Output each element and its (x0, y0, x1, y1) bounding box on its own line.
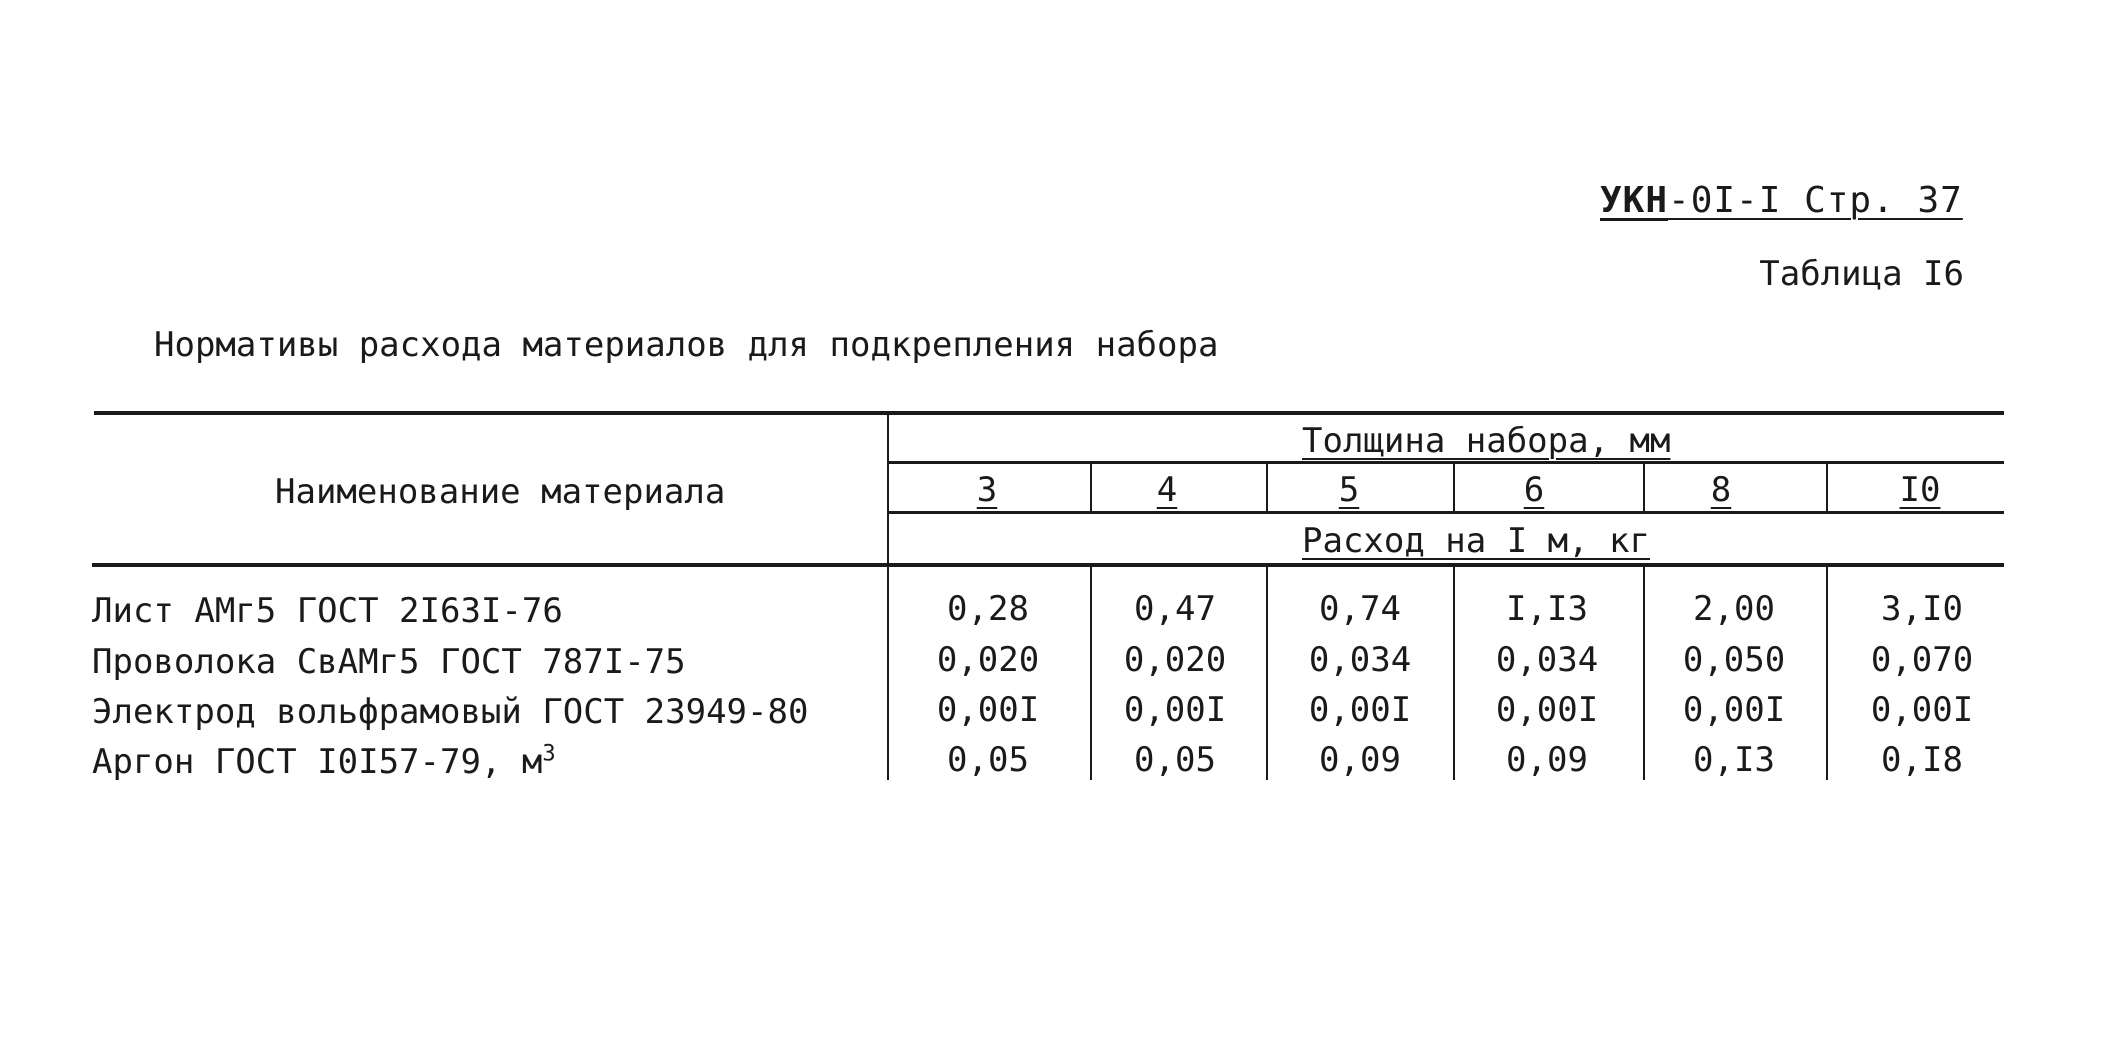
document-code (1600, 180, 1963, 221)
table-number-label: Таблица I6 (1759, 254, 1964, 294)
material-name (92, 742, 556, 782)
value-cell: 2,00 (1693, 589, 1775, 629)
material-name: Лист АМг5 ГОСТ 2I63I-76 (92, 591, 563, 631)
value-cell: 0,74 (1319, 589, 1401, 629)
value-cell: 0,47 (1134, 589, 1216, 629)
value-cell: 0,I8 (1881, 740, 1963, 780)
material-name: Проволока СвАМг5 ГОСТ 787I-75 (92, 642, 686, 682)
column-separator-3 (1453, 463, 1455, 513)
cubic-superscript: 3 (542, 741, 556, 767)
value-cell: 0,034 (1308, 640, 1412, 680)
column-separator-1 (1090, 463, 1092, 513)
column-separator-4 (1643, 463, 1645, 513)
value-cell: 0,09 (1319, 740, 1401, 780)
document-code-prefix: УКН (1600, 180, 1669, 221)
document-code-page: -0I-I Стр. 37 (1668, 180, 1963, 221)
value-cell: 0,020 (936, 640, 1040, 680)
value-cell: 0,070 (1870, 640, 1974, 680)
name-column-separator (887, 413, 889, 780)
material-name-text: Аргон ГОСТ I0I57-79, м (92, 742, 543, 782)
value-cell: 0,00I (1308, 690, 1412, 730)
table-title: Нормативы расхода материалов для подкрепления набора (154, 325, 1219, 365)
value-cell: 0,050 (1682, 640, 1786, 680)
value-cell: I,I3 (1506, 589, 1588, 629)
value-cell: 0,00I (1682, 690, 1786, 730)
value-cell: 0,00I (1495, 690, 1599, 730)
body-separator-4 (1643, 565, 1645, 780)
thickness-column-8: 8 (1710, 470, 1732, 510)
thickness-header-rule (888, 461, 2004, 464)
thickness-column-5: 5 (1338, 470, 1360, 510)
thickness-header: Толщина набора, мм (1302, 421, 1671, 461)
value-cell: 0,00I (1870, 690, 1974, 730)
header-bottom-rule (92, 563, 2004, 567)
value-cell: 0,00I (1123, 690, 1227, 730)
body-separator-3 (1453, 565, 1455, 780)
thickness-column-6: 6 (1523, 470, 1545, 510)
value-cell: 0,28 (947, 589, 1029, 629)
body-separator-2 (1266, 565, 1268, 780)
thickness-column-10: I0 (1899, 470, 1941, 510)
value-cell: 0,I3 (1693, 740, 1775, 780)
body-separator-5 (1826, 565, 1828, 780)
consumption-header: Расход на I м, кг (1302, 521, 1650, 561)
value-cell: 0,034 (1495, 640, 1599, 680)
value-cell: 0,05 (1134, 740, 1216, 780)
value-cell: 0,05 (947, 740, 1029, 780)
column-number-rule (888, 511, 2004, 514)
value-cell: 0,09 (1506, 740, 1588, 780)
thickness-column-4: 4 (1156, 470, 1178, 510)
column-separator-5 (1826, 463, 1828, 513)
column-separator-2 (1266, 463, 1268, 513)
thickness-column-3: 3 (976, 470, 998, 510)
value-cell: 3,I0 (1881, 589, 1963, 629)
material-name: Электрод вольфрамовый ГОСТ 23949-80 (92, 692, 809, 732)
body-separator-1 (1090, 565, 1092, 780)
value-cell: 0,020 (1123, 640, 1227, 680)
table-top-rule (94, 411, 2004, 415)
name-column-header: Наименование материала (275, 472, 726, 512)
value-cell: 0,00I (936, 690, 1040, 730)
